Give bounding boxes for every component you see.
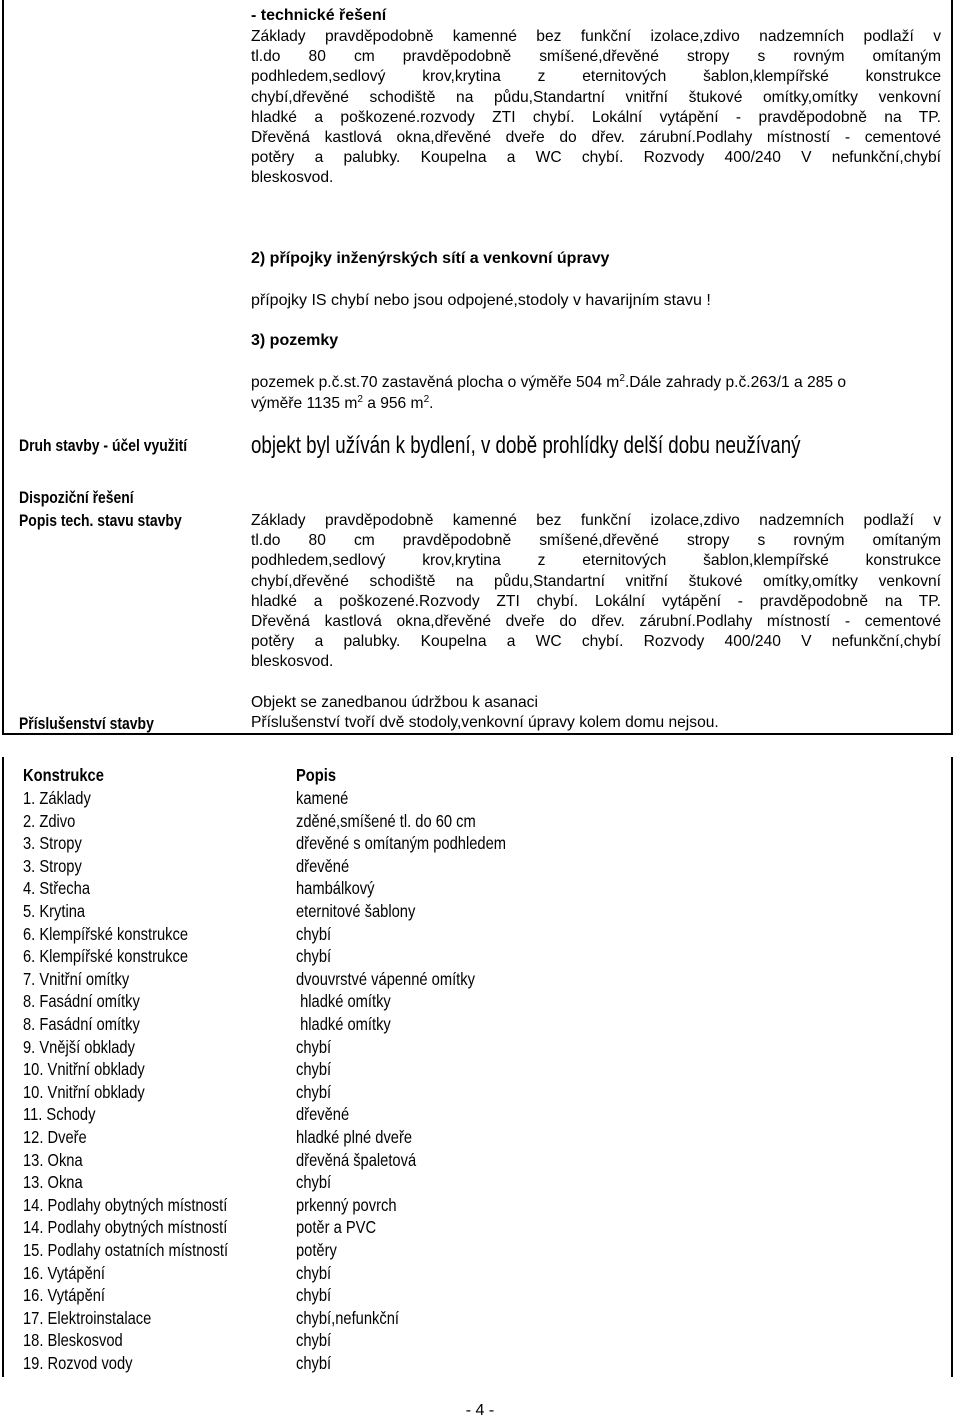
tech-heading: - technické řešení (251, 7, 387, 24)
parcel-text-a: pozemek p.č.st.70 zastavěná plocha o výměře 504 m (251, 374, 620, 392)
konstrukce-cell: 5. Krytina (23, 901, 86, 921)
popis-cell: chybí (296, 1262, 332, 1283)
konstrukce-cell: 8. Fasádní omítky (23, 1014, 140, 1034)
popis-cell: dvouvrstvé vápenné omítky (296, 968, 475, 989)
popis-tech-label: Popis tech. stavu stavby (19, 511, 182, 530)
konstrukce-cell: 18. Bleskosvod (23, 1330, 123, 1351)
popis-cell: kamené (296, 788, 349, 808)
konstrukce-cell: 1. Základy (23, 788, 91, 808)
popis-cell: chybí (296, 1036, 332, 1057)
konstrukce-cell: 6. Klempířské konstrukce (23, 946, 189, 967)
konstrukce-cell: 8. Fasádní omítky (23, 991, 140, 1012)
konstrukce-cell: 3. Stropy (23, 855, 82, 876)
popis-cell: dřevěné (296, 1104, 350, 1125)
popis-cell: dřevěná špaletová (296, 1149, 417, 1170)
popis-cell: chybí (296, 1059, 332, 1080)
sup: 2 (357, 394, 363, 405)
konstrukce-cell: 10. Vnitřní obklady (23, 1059, 145, 1080)
paragraph-line: potěry a palubky. Koupelna a WC chybí. Rozvody 400/240 V nefunkční,chybí (251, 633, 941, 651)
parcel-text-b: .Dále zahrady p.č.263/1 a 285 o (624, 374, 847, 392)
konstrukce-cell: 11. Schody (23, 1104, 96, 1125)
popis-cell: hladké omítky (296, 1014, 391, 1034)
popis-cell: hambálkový (296, 878, 375, 899)
paragraph-line: hladké a poškozené.rozvody ZTI chybí. Lokální vytápění - pravděpodobně na TP. (251, 108, 941, 126)
popis-cell: chybí (296, 1330, 332, 1351)
area-text-c: . (429, 395, 434, 413)
area-text-a: výměře 1135 m (251, 395, 358, 413)
page-number: - 4 - (465, 1402, 495, 1419)
paragraph-line: podhledem,sedlový krov,krytina z eternitových šablon,klempířské konstrukce (251, 552, 941, 570)
popis-cell: potěry (296, 1240, 337, 1260)
konstrukce-cell: 6. Klempířské konstrukce (23, 923, 189, 944)
konstrukce-cell: 7. Vnitřní omítky (23, 968, 130, 989)
paragraph-line: tl.do 80 cm pravděpodobně smíšené,dřevěné stropy s rovným omítaným (251, 532, 941, 550)
paragraph-line: chybí,dřevěné schodiště na půdu,Standartní vnitřní štukové omítky,omítky venkovní (251, 572, 941, 590)
area-text-b: a 956 m (362, 395, 424, 413)
popis-cell: chybí (296, 923, 332, 944)
konstrukce-cell: 14. Podlahy obytných místností (23, 1194, 228, 1215)
prislusenstvi-line2: Příslušenství tvoří dvě stodoly,venkovní úpravy kolem domu nejsou. (251, 714, 719, 731)
konstrukce-cell: 16. Vytápění (23, 1285, 106, 1306)
popis-cell: zděné,smíšené tl. do 60 cm (296, 810, 476, 831)
construction-table (2, 757, 953, 1377)
paragraph-line: Základy pravděpodobně kamenné bez funkční izolace,zdivo nadzemních podlaží v (251, 28, 941, 45)
header-konstrukce: Konstrukce (23, 765, 104, 785)
section3-line2 (251, 394, 433, 413)
popis-cell: dřevěné (296, 855, 350, 876)
popis-cell: chybí (296, 1081, 332, 1102)
paragraph-line: podhledem,sedlový krov,krytina z eternitových šablon,klempířské konstrukce (251, 68, 941, 86)
konstrukce-cell: 19. Rozvod vody (23, 1353, 133, 1373)
tech-paragraph (251, 27, 941, 189)
konstrukce-cell: 9. Vnější obklady (23, 1036, 135, 1057)
paragraph-line: tl.do 80 cm pravděpodobně smíšené,dřevěné stropy s rovným omítaným (251, 48, 941, 66)
popis-cell: chybí (296, 1285, 332, 1306)
sup: 2 (619, 373, 625, 384)
paragraph-line: bleskosvod. (251, 169, 334, 187)
paragraph-line: Dřevěná kastlová okna,dřevěné dveře do dřev. zárubní.Podlahy místností - cementové (251, 613, 941, 631)
paragraph-line: chybí,dřevěné schodiště na půdu,Standartní vnitřní štukové omítky,omítky venkovní (251, 88, 941, 106)
konstrukce-cell: 17. Elektroinstalace (23, 1307, 152, 1328)
paragraph-line: Základy pravděpodobně kamenné bez funkční izolace,zdivo nadzemních podlaží v (251, 512, 941, 529)
konstrukce-cell: 14. Podlahy obytných místností (23, 1217, 228, 1238)
popis-cell: dřevěné s omítaným podhledem (296, 833, 506, 854)
paragraph-line: hladké a poškozené.Rozvody ZTI chybí. Lokální vytápění - pravděpodobně na TP. (251, 592, 941, 610)
popis-cell: chybí (296, 1172, 332, 1193)
popis-cell: hladké plné dveře (296, 1127, 413, 1147)
konstrukce-cell: 4. Střecha (23, 878, 91, 899)
section3-heading: 3) pozemky (251, 332, 339, 349)
konstrukce-cell: 13. Okna (23, 1172, 83, 1193)
section2-text: přípojky IS chybí nebo jsou odpojené,stodoly v havarijním stavu ! (251, 292, 711, 309)
druh-label: Druh stavby - účel využití (19, 436, 188, 455)
konstrukce-cell: 13. Okna (23, 1149, 83, 1170)
paragraph-line: potěry a palubky. Koupelna a WC chybí. Rozvody 400/240 V nefunkční,chybí (251, 149, 941, 167)
konstrukce-cell: 15. Podlahy ostatních místností (23, 1240, 229, 1260)
sup: 2 (423, 394, 430, 405)
popis-cell: hladké omítky (296, 991, 391, 1012)
konstrukce-cell: 3. Stropy (23, 833, 82, 854)
popis-tech-paragraph (251, 511, 941, 673)
prislusenstvi-label: Příslušenství stavby (19, 714, 154, 733)
section3-line1 (251, 373, 941, 392)
konstrukce-cell: 16. Vytápění (23, 1262, 106, 1283)
dispozicni-label: Dispoziční řešení (19, 488, 134, 507)
konstrukce-cell: 2. Zdivo (23, 810, 76, 831)
header-popis: Popis (296, 765, 337, 785)
popis-cell: prkenný povrch (296, 1194, 397, 1215)
section2-heading: 2) přípojky inženýrských sítí a venkovní úpravy (251, 250, 610, 267)
paragraph-line: bleskosvod. (251, 653, 334, 671)
popis-cell: eternitové šablony (296, 901, 416, 921)
popis-cell: chybí (296, 1353, 332, 1373)
konstrukce-cell: 10. Vnitřní obklady (23, 1081, 145, 1102)
popis-cell: chybí (296, 946, 332, 967)
druh-value: objekt byl užíván k bydlení, v době prohlídky delší dobu neužívaný (251, 432, 801, 459)
popis-cell: potěr a PVC (296, 1217, 377, 1238)
prislusenstvi-line1: Objekt se zanedbanou údržbou k asanaci (251, 694, 538, 711)
konstrukce-cell: 12. Dveře (23, 1127, 87, 1147)
paragraph-line: Dřevěná kastlová okna,dřevěné dveře do dřev. zárubní.Podlahy místností - cementové (251, 129, 941, 147)
popis-cell: chybí,nefunkční (296, 1307, 399, 1328)
